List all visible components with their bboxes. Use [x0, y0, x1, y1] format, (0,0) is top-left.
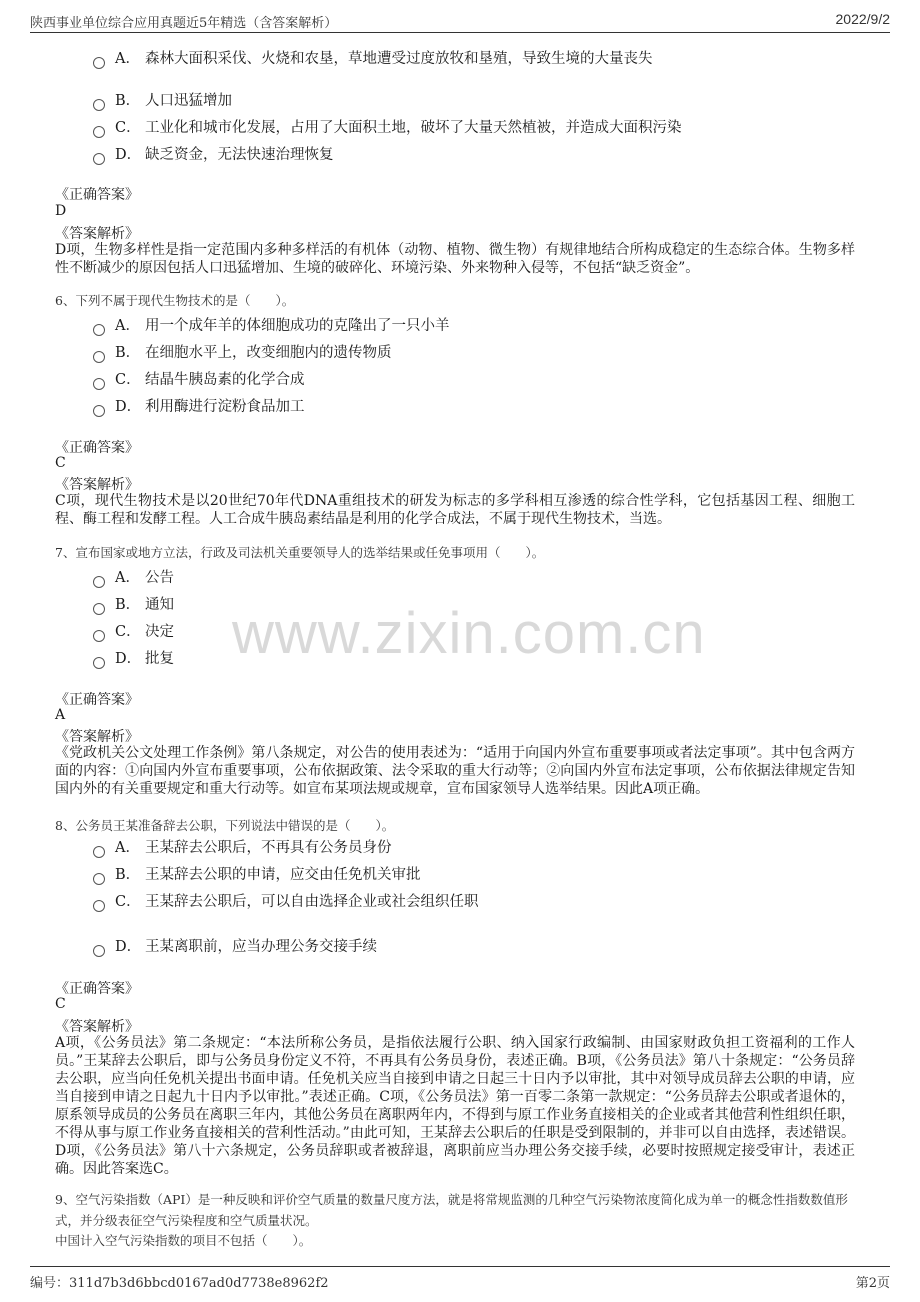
q7-option-d[interactable]	[93, 646, 174, 668]
question-7: 7、宣布国家或地方立法，行政及司法机关重要领导人的选举结果或任免事项用（ ）。	[55, 545, 545, 560]
q6-option-d[interactable]	[93, 394, 305, 416]
analysis-label: 《答案解析》	[55, 477, 139, 493]
option-text: 王某辞去公职的申请，应交由任免机关审批	[145, 866, 421, 883]
radio-icon[interactable]	[93, 900, 105, 912]
radio-icon[interactable]	[93, 405, 105, 417]
option-letter: D．	[115, 650, 142, 667]
answer-value: D	[55, 203, 67, 219]
option-letter: D．	[115, 398, 142, 415]
radio-icon[interactable]	[93, 576, 105, 588]
document-code: 编号：311d7b3d6bbcd0167ad0d7738e8962f2	[30, 1276, 329, 1291]
page-header	[30, 10, 890, 33]
option-letter: A．	[115, 50, 140, 67]
option-text: 公告	[145, 569, 174, 586]
radio-icon[interactable]	[93, 324, 105, 336]
radio-icon[interactable]	[93, 657, 105, 669]
document-date: 2022/9/2	[835, 11, 890, 27]
page-footer	[30, 1266, 890, 1291]
option-letter: C．	[115, 119, 141, 136]
radio-icon[interactable]	[93, 126, 105, 138]
document-title: 陕西事业单位综合应用真题近5年精选（含答案解析）	[30, 16, 338, 31]
option-letter: D．	[115, 146, 142, 163]
question-9-sub: 中国计入空气污染指数的项目不包括（ ）。	[55, 1233, 312, 1248]
option-letter: B．	[115, 344, 141, 361]
option-letter: A．	[115, 839, 140, 856]
radio-icon[interactable]	[93, 351, 105, 363]
option-text: 工业化和城市化发展，占用了大面积土地，破坏了大量天然植被，并造成大面积污染	[145, 119, 682, 136]
radio-icon[interactable]	[93, 153, 105, 165]
option-text: 王某离职前，应当办理公务交接手续	[145, 938, 377, 955]
analysis-text: C项，现代生物技术是以20世纪70年代DNA重组技术的研发为标志的多学科相互渗透的综合性学科，它包括基因工程、细胞工程、酶工程和发酵工程。人工合成牛胰岛素结晶是利用的化学合成法，不属于现代生物技术，当选。	[55, 493, 855, 527]
question-9: 9、空气污染指数（API）是一种反映和评价空气质量的数量尺度方法，就是将常规监测的几种空气污染物浓度简化成为单一的概念性指数数值形式，并分级表征空气污染程度和空气质量状况。	[55, 1192, 848, 1228]
option-text: 决定	[145, 623, 174, 640]
option-letter: B．	[115, 596, 141, 613]
q5-option-a[interactable]	[93, 46, 653, 68]
answer-label: 《正确答案》	[55, 981, 139, 997]
radio-icon[interactable]	[93, 873, 105, 885]
option-letter: C．	[115, 371, 141, 388]
option-letter: B．	[115, 866, 141, 883]
option-letter: B．	[115, 92, 141, 109]
option-text: 王某辞去公职后，不再具有公务员身份	[145, 839, 392, 856]
radio-icon[interactable]	[93, 603, 105, 615]
option-text: 利用酶进行淀粉食品加工	[145, 398, 305, 415]
answer-label: 《正确答案》	[55, 692, 139, 708]
q8-option-b[interactable]	[93, 862, 421, 884]
option-text: 森林大面积采伐、火烧和农垦，草地遭受过度放牧和垦殖，导致生境的大量丧失	[145, 50, 653, 67]
q7-option-a[interactable]	[93, 565, 174, 587]
q5-option-d[interactable]	[93, 142, 334, 164]
answer-value: C	[55, 455, 66, 471]
radio-icon[interactable]	[93, 630, 105, 642]
q6-option-b[interactable]	[93, 340, 392, 362]
q8-option-c[interactable]	[93, 889, 479, 911]
page-number: 第2页	[855, 1276, 890, 1291]
answer-value: C	[55, 996, 66, 1012]
analysis-text: A项，《公务员法》第二条规定：“本法所称公务员，是指依法履行公职、纳入国家行政编制、由国家财政负担工资福利的工作人员。”王某辞去公职后，即与公务员身份定义不符，不再具有公务员身份，表述正确。B项，《公务员法》第八十条规定：“公务员辞去公职，应当向任免机关提出书面申请。任免机关应当自接到申请之日起三十日内予以审批，其中对领导成员辞去公职的申请，应当自接到申请之日起九十日内予以审批。”表述正确。C项，《公务员法》第一百零二条第一款规定：“公务员辞去公职或者退休的，原系领导成员的公务员在离职三年内，其他公务员在离职两年内，不得到与原工作业务直接相关的企业或者其他营利性组织任职，不得从事与原工作业务直接相关的营利性活动。”由此可知，王某辞去公职后的任职是受到限制的，并非可以自由选择，表述错误。D项，《公务员法》第八十六条规定，公务员辞职或者被辞退，离职前应当办理公务交接手续，必要时按照规定接受审计，表述正确。因此答案选C。	[55, 1035, 855, 1177]
option-text: 王某辞去公职后，可以自由选择企业或社会组织任职	[145, 893, 479, 910]
q8-option-a[interactable]	[93, 835, 392, 857]
q5-option-b[interactable]	[93, 88, 232, 110]
option-letter: D．	[115, 938, 142, 955]
option-letter: C．	[115, 893, 141, 910]
watermark: www.zixin.com.cn	[232, 601, 706, 666]
option-text: 结晶牛胰岛素的化学合成	[145, 371, 305, 388]
q6-option-a[interactable]	[93, 313, 450, 335]
option-text: 缺乏资金，无法快速治理恢复	[145, 146, 334, 163]
radio-icon[interactable]	[93, 99, 105, 111]
analysis-text: 《党政机关公文处理工作条例》第八条规定，对公告的使用表述为：“适用于向国内外宣布重要事项或者法定事项”。其中包含两方面的内容：①向国内外宣布重要事项，公布依据政策、法令采取的重大行动等；②向国内外宣布法定事项，公布依据法律规定告知国内外的有关重要规定和重大行动等。如宣布某项法规或规章，宣布国家领导人选举结果。因此A项正确。	[55, 745, 855, 797]
radio-icon[interactable]	[93, 945, 105, 957]
option-text: 人口迅猛增加	[145, 92, 232, 109]
q7-option-b[interactable]	[93, 592, 174, 614]
option-letter: A．	[115, 317, 140, 334]
answer-label: 《正确答案》	[55, 440, 139, 456]
option-text: 在细胞水平上，改变细胞内的遗传物质	[145, 344, 392, 361]
analysis-label: 《答案解析》	[55, 226, 139, 242]
analysis-text: D项，生物多样性是指一定范围内多种多样活的有机体（动物、植物、微生物）有规律地结合所构成稳定的生态综合体。生物多样性不断减少的原因包括人口迅猛增加、生境的破碎化、环境污染、外来物种入侵等，不包括“缺乏资金”。	[55, 242, 855, 276]
radio-icon[interactable]	[93, 846, 105, 858]
q7-option-c[interactable]	[93, 619, 174, 641]
answer-value: A	[55, 707, 66, 723]
radio-icon[interactable]	[93, 57, 105, 69]
question-6: 6、下列不属于现代生物技术的是（ ）。	[55, 293, 295, 308]
answer-label: 《正确答案》	[55, 187, 139, 203]
q8-option-d[interactable]	[93, 934, 377, 956]
q6-option-c[interactable]	[93, 367, 305, 389]
analysis-label: 《答案解析》	[55, 729, 139, 745]
option-text: 用一个成年羊的体细胞成功的克隆出了一只小羊	[145, 317, 450, 334]
option-text: 批复	[145, 650, 174, 667]
option-text: 通知	[145, 596, 174, 613]
question-8: 8、公务员王某准备辞去公职，下列说法中错误的是（ ）。	[55, 818, 395, 833]
q5-option-c[interactable]	[93, 115, 682, 137]
radio-icon[interactable]	[93, 378, 105, 390]
option-letter: A．	[115, 569, 140, 586]
option-letter: C．	[115, 623, 141, 640]
analysis-label: 《答案解析》	[55, 1019, 139, 1035]
